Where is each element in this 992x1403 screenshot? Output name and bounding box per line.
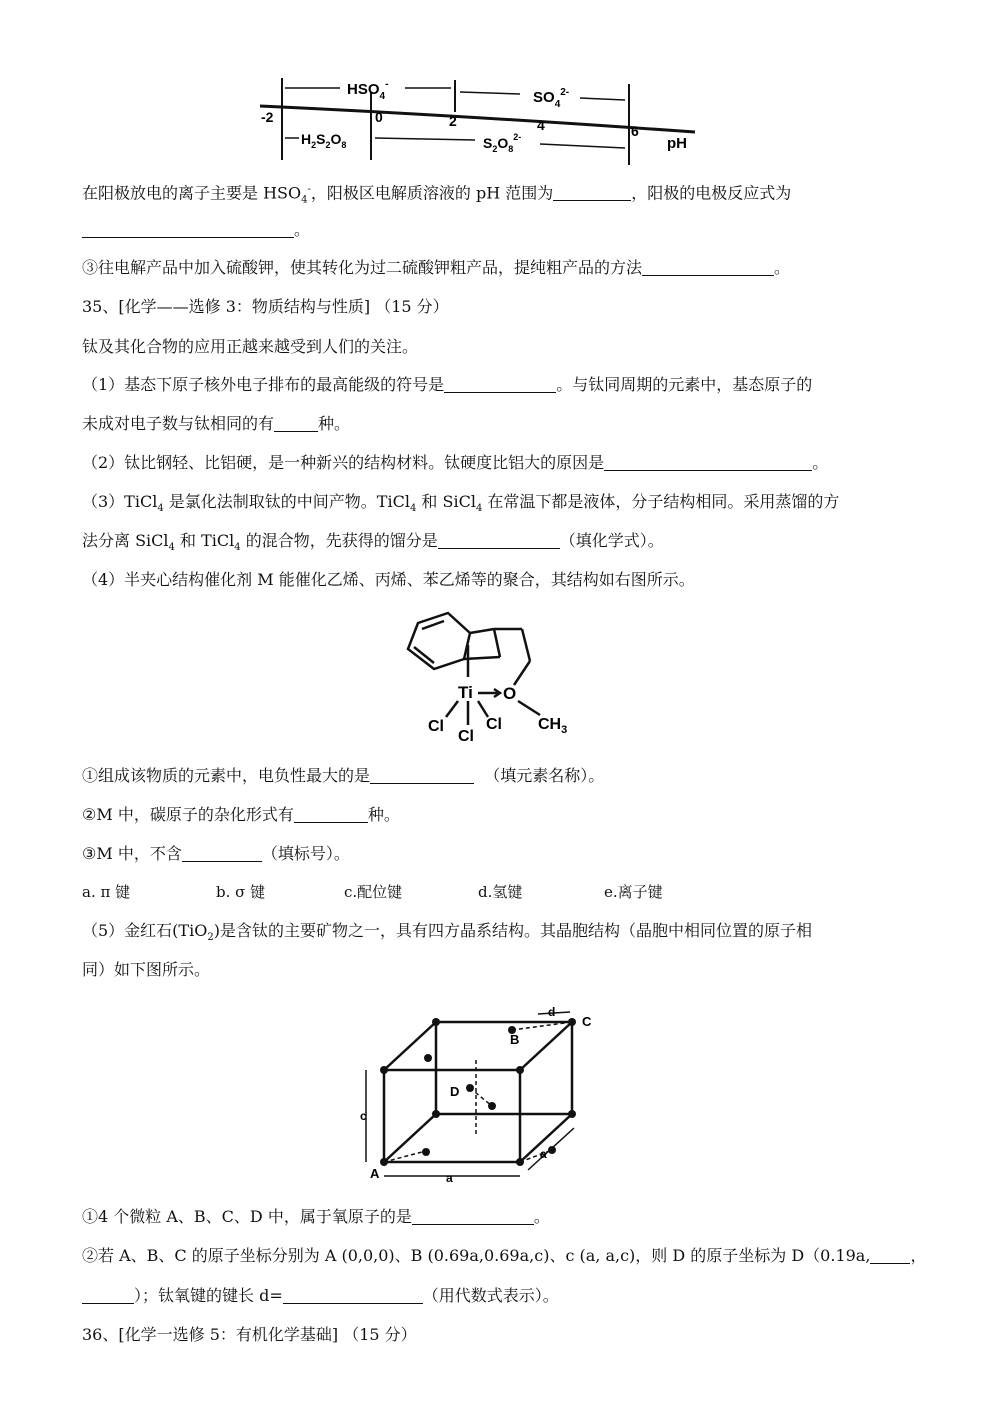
q34-line2 xyxy=(82,220,310,240)
q35-header: 35、[化学——选修 3：物质结构与性质] （15 分） xyxy=(82,297,449,316)
answer-blank[interactable] xyxy=(182,845,262,862)
q34-line3 xyxy=(82,258,790,278)
point-label-a: A xyxy=(370,1166,380,1181)
ph-tick-4: 4 xyxy=(537,117,545,133)
text: 种。 xyxy=(318,414,351,433)
point-label-d: D xyxy=(450,1084,460,1099)
text: ，阳极的电极反应式为 xyxy=(631,183,792,203)
q35-p5-line2: 同）如下图所示。 xyxy=(82,960,211,979)
text: 。与钛同周期的元素中，基态原子的 xyxy=(556,375,813,394)
ph-label-h2s2o8: $H_2S_2O_8$ xyxy=(301,131,347,150)
answer-blank[interactable] xyxy=(444,376,556,393)
text: ③M 中，不含 xyxy=(82,844,182,863)
text: （填化学式）。 xyxy=(559,531,664,550)
text: （用代数式表示）。 xyxy=(422,1286,559,1305)
text: 种。 xyxy=(367,805,400,824)
text: )是含钛的主要矿物之一，具有四方晶系结构。其晶胞结构（晶胞中相同位置的原子相 xyxy=(213,921,812,940)
text: ①组成该物质的元素中，电负性最大的是 xyxy=(82,766,371,785)
text: 和 TiCl xyxy=(174,531,235,550)
answer-blank[interactable] xyxy=(412,1208,534,1225)
text: 法分离 SiCl xyxy=(82,531,169,550)
q35-intro: 钛及其化合物的应用正越来越受到人们的关注。 xyxy=(82,337,419,356)
text: 的混合物，先获得的馏分是 xyxy=(240,531,438,550)
q36-header: 36、[化学一选修 5：有机化学基础] （15 分） xyxy=(82,1325,417,1344)
q34-line1: 在阳极放电的离子主要是 $HSO_4^-$，阳极区电解质溶液的 pH 范围为 ，阳极的电极反应式为 xyxy=(82,183,792,206)
ph-label-hso4: $HSO_4^-$ xyxy=(347,79,389,102)
atom-cl-left: Cl xyxy=(428,718,444,735)
answer-blank[interactable] xyxy=(553,184,631,201)
text: 在阳极放电的离子主要是 HSO xyxy=(82,183,302,203)
q35-p5-1 xyxy=(82,1207,550,1227)
text: （填元素名称）。 xyxy=(484,766,605,785)
text: 。 xyxy=(294,220,311,239)
length-label-d: d xyxy=(548,1005,556,1019)
text: ①4 个微粒 A、B、C、D 中，属于氧原子的是 xyxy=(82,1207,412,1226)
option-a[interactable]: a. π 键 xyxy=(82,883,131,901)
text: 是氯化法制取钛的中间产物。TiCl xyxy=(163,492,410,511)
q35-p5-line1: （5）金红石(TiO$_2$)是含钛的主要矿物之一，具有四方晶系结构。其晶胞结构（晶胞中相同位置的原子相 xyxy=(82,921,812,944)
option-c[interactable]: c.配位键 xyxy=(344,883,403,901)
answer-blank[interactable] xyxy=(604,454,812,471)
ph-label-s2o8: $S_2O_8^{2-}$ xyxy=(483,132,522,154)
ph-tick-2: 2 xyxy=(449,113,457,129)
text: ）；钛氧键的键长 d= xyxy=(134,1286,283,1305)
text: （5）金红石(TiO xyxy=(82,921,208,940)
text: （3）TiCl xyxy=(82,492,158,511)
answer-blank[interactable] xyxy=(274,415,318,432)
text: 。 xyxy=(812,453,829,472)
ph-range-diagram xyxy=(255,70,705,170)
atom-cl-right: Cl xyxy=(486,716,502,733)
q35-p4-3 xyxy=(82,844,350,864)
text: 和 SiCl xyxy=(416,492,476,511)
group-ch3: $CH_3$ xyxy=(538,716,568,736)
length-label-a-bottom: a xyxy=(446,1171,453,1185)
text: 。 xyxy=(533,1207,550,1226)
text: ②若 A、B、C 的原子坐标分别为 A (0,0,0)、B (0.69a,0.69a,c)、c (a, a,c)，则 D 的原子坐标为 D（0.19a, xyxy=(82,1246,871,1265)
q35-p4: （4）半夹心结构催化剂 M 能催化乙烯、丙烯、苯乙烯等的聚合，其结构如右图所示。 xyxy=(82,570,695,589)
answer-blank[interactable] xyxy=(82,1287,134,1304)
text: ， xyxy=(910,1246,927,1265)
option-b[interactable]: b. σ 键 xyxy=(216,883,266,901)
answer-blank[interactable] xyxy=(642,259,774,276)
q35-p5-2 xyxy=(82,1246,926,1266)
atom-ti: Ti xyxy=(458,683,473,702)
answer-blank[interactable] xyxy=(82,221,294,238)
q35-p1-line2 xyxy=(82,414,350,434)
catalyst-m-structure xyxy=(390,605,590,745)
q35-p3-line1: （3）TiCl$_4$ 是氯化法制取钛的中间产物。TiCl$_4$ 和 SiCl$_4$ 在常温下都是液体，分子结构相同。采用蒸馏的方 xyxy=(82,492,840,515)
text: ，阳极区电解质溶液的 pH 范围为 xyxy=(310,183,554,203)
q35-p3-line2: 法分离 SiCl$_4$ 和 TiCl$_4$ 的混合物，先获得的馏分是 （填化学式）。 xyxy=(82,531,664,554)
ph-axis-label: pH xyxy=(667,135,687,152)
option-e[interactable]: e.离子键 xyxy=(604,883,663,901)
text: （填标号）。 xyxy=(261,844,350,863)
text: ②M 中，碳原子的杂化形式有 xyxy=(82,805,294,824)
ph-tick-m2: -2 xyxy=(261,109,274,125)
answer-blank[interactable] xyxy=(294,806,368,823)
ph-label-so4: $SO_4^{2-}$ xyxy=(533,87,570,110)
option-d[interactable]: d.氢键 xyxy=(478,883,523,901)
q35-p4-2 xyxy=(82,805,400,825)
text: 在常温下都是液体，分子结构相同。采用蒸馏的方 xyxy=(482,492,840,511)
point-label-c: C xyxy=(582,1014,592,1029)
q35-p2 xyxy=(82,453,828,473)
length-label-c: c xyxy=(360,1109,367,1123)
q35-p5-3 xyxy=(82,1286,559,1306)
text: 未成对电子数与钛相同的有 xyxy=(82,414,275,433)
atom-o: O xyxy=(503,684,517,703)
answer-blank[interactable] xyxy=(370,767,474,784)
q35-p4-1 xyxy=(82,766,604,786)
ph-tick-6: 6 xyxy=(631,123,639,139)
point-label-b: B xyxy=(510,1032,520,1047)
text: ③往电解产品中加入硫酸钾，使其转化为过二硫酸钾粗产品，提纯粗产品的方法 xyxy=(82,258,643,277)
length-label-a-side: a xyxy=(540,1147,547,1161)
answer-blank[interactable] xyxy=(870,1247,910,1264)
text: 。 xyxy=(774,258,791,277)
text: （1）基态下原子核外电子排布的最高能级的符号是 xyxy=(82,375,445,394)
q35-p1-line1 xyxy=(82,375,812,395)
answer-blank[interactable] xyxy=(438,532,560,549)
text: （2）钛比钢轻、比铝硬，是一种新兴的结构材料。钛硬度比铝大的原因是 xyxy=(82,453,605,472)
ph-tick-0: 0 xyxy=(375,109,383,125)
atom-cl-middle: Cl xyxy=(458,728,474,745)
rutile-unit-cell xyxy=(352,1000,612,1190)
answer-blank[interactable] xyxy=(283,1287,423,1304)
